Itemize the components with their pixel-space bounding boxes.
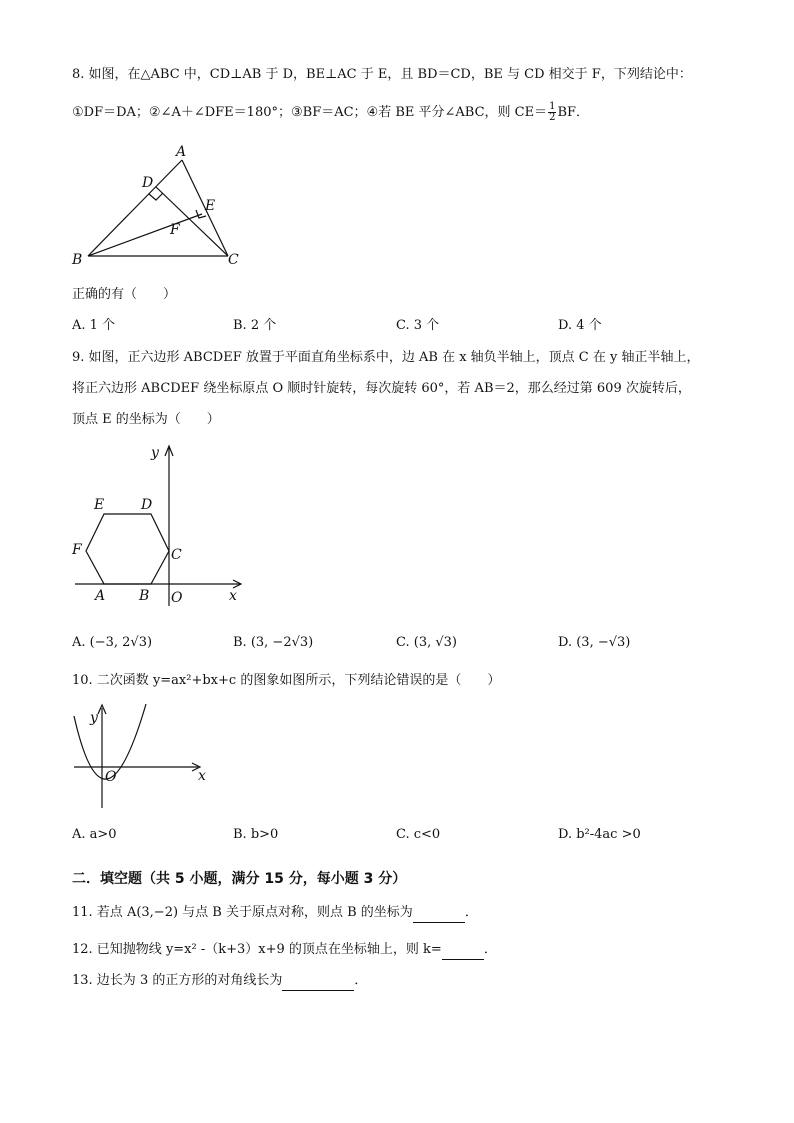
label-e: E <box>94 497 105 513</box>
q10-stem: 10. 二次函数 y=ax²+bx+c 的图象如图所示，下列结论错误的是（ ） <box>72 673 501 688</box>
q9-option-b[interactable]: B. (3, −2√3) <box>233 635 314 650</box>
label-a: A <box>95 588 106 604</box>
q12-end: ． <box>483 942 497 957</box>
label-c: C <box>228 252 239 268</box>
label-a: A <box>176 144 187 160</box>
q8-option-c[interactable]: C. 3 个 <box>396 318 440 333</box>
q9-line3: 顶点 E 的坐标为（ ） <box>72 412 220 427</box>
q8-conclusions <box>72 102 589 123</box>
q12-text: 12. 已知抛物线 y=x² -（k+3）x+9 的顶点在坐标轴上，则 k= <box>72 942 442 957</box>
q10-option-c[interactable]: C. c<0 <box>396 827 441 842</box>
segment-cd <box>156 187 228 256</box>
label-y: y <box>90 710 98 726</box>
q10-option-a[interactable]: A. a>0 <box>72 827 117 842</box>
q10-parabola-figure <box>70 700 210 812</box>
q9-line1: 9. 如图，正六边形 ABCDEF 放置于平面直角坐标系中，边 AB 在 x 轴负半轴上，顶点 C 在 y 轴正半轴上， <box>72 350 700 365</box>
hexagon <box>86 514 169 584</box>
q9-line2: 将正六边形 ABCDEF 绕坐标原点 O 顺时针旋转，每次旋转 60°，若 AB＝2，那么经过第 609 次旋转后， <box>72 381 691 396</box>
q13-answer-blank[interactable] <box>282 972 354 991</box>
label-x: x <box>229 588 237 604</box>
q8-fraction: $\frac{1}{2}$ <box>549 101 556 123</box>
label-d: D <box>142 175 154 191</box>
parabola-curve <box>74 704 146 779</box>
q11-text: 11. 若点 A(3,−2) 与点 B 关于原点对称，则点 B 的坐标为 <box>72 905 413 920</box>
q8-option-b[interactable]: B. 2 个 <box>233 318 277 333</box>
label-c: C <box>171 547 182 563</box>
q8-prompt: 正确的有（ ） <box>72 287 177 302</box>
label-o: O <box>105 769 117 785</box>
q12-answer-blank[interactable] <box>442 941 484 960</box>
label-f: F <box>72 542 82 558</box>
q11-answer-blank[interactable] <box>413 904 465 923</box>
q8-option-d[interactable]: D. 4 个 <box>558 318 602 333</box>
q9-option-a[interactable]: A. (−3, 2√3) <box>72 635 153 650</box>
q8-option-a[interactable]: A. 1 个 <box>72 318 116 333</box>
q8-stem: 8. 如图，在△ABC 中，CD⊥AB 于 D，BE⊥AC 于 E，且 BD＝CD，BE 与 CD 相交于 F，下列结论中： <box>72 67 692 82</box>
q9-hexagon-figure <box>65 440 255 610</box>
right-angle-d <box>149 193 163 200</box>
q10-option-d[interactable]: D. b²-4ac >0 <box>558 827 641 842</box>
label-f: F <box>170 222 180 238</box>
side-ab <box>88 160 182 256</box>
label-x: x <box>198 768 206 784</box>
label-d: D <box>141 497 153 513</box>
section-fill-in-heading: 二．填空题（共 5 小题，满分 15 分，每小题 3 分） <box>72 871 407 887</box>
q10-option-b[interactable]: B. b>0 <box>233 827 279 842</box>
q8-conclusions-suffix: BF． <box>557 105 590 120</box>
label-y: y <box>151 445 159 461</box>
q12 <box>72 941 497 960</box>
label-e: E <box>205 198 216 214</box>
q11 <box>72 904 478 923</box>
q13-text: 13. 边长为 3 的正方形的对角线长为 <box>72 973 283 988</box>
label-o: O <box>171 590 183 606</box>
label-b: B <box>139 588 150 604</box>
q9-option-c[interactable]: C. (3, √3) <box>396 635 457 650</box>
label-b: B <box>72 252 83 268</box>
q11-end: ． <box>464 905 478 920</box>
segment-be <box>88 214 202 256</box>
q13-end: ． <box>354 973 368 988</box>
q8-triangle-figure <box>60 140 260 270</box>
q9-option-d[interactable]: D. (3, −√3) <box>558 635 631 650</box>
q8-conclusions-prefix: ①DF＝DA；②∠A＋∠DFE＝180°；③BF＝AC；④若 BE 平分∠ABC，则 CE＝ <box>72 105 548 120</box>
q13 <box>72 972 367 991</box>
